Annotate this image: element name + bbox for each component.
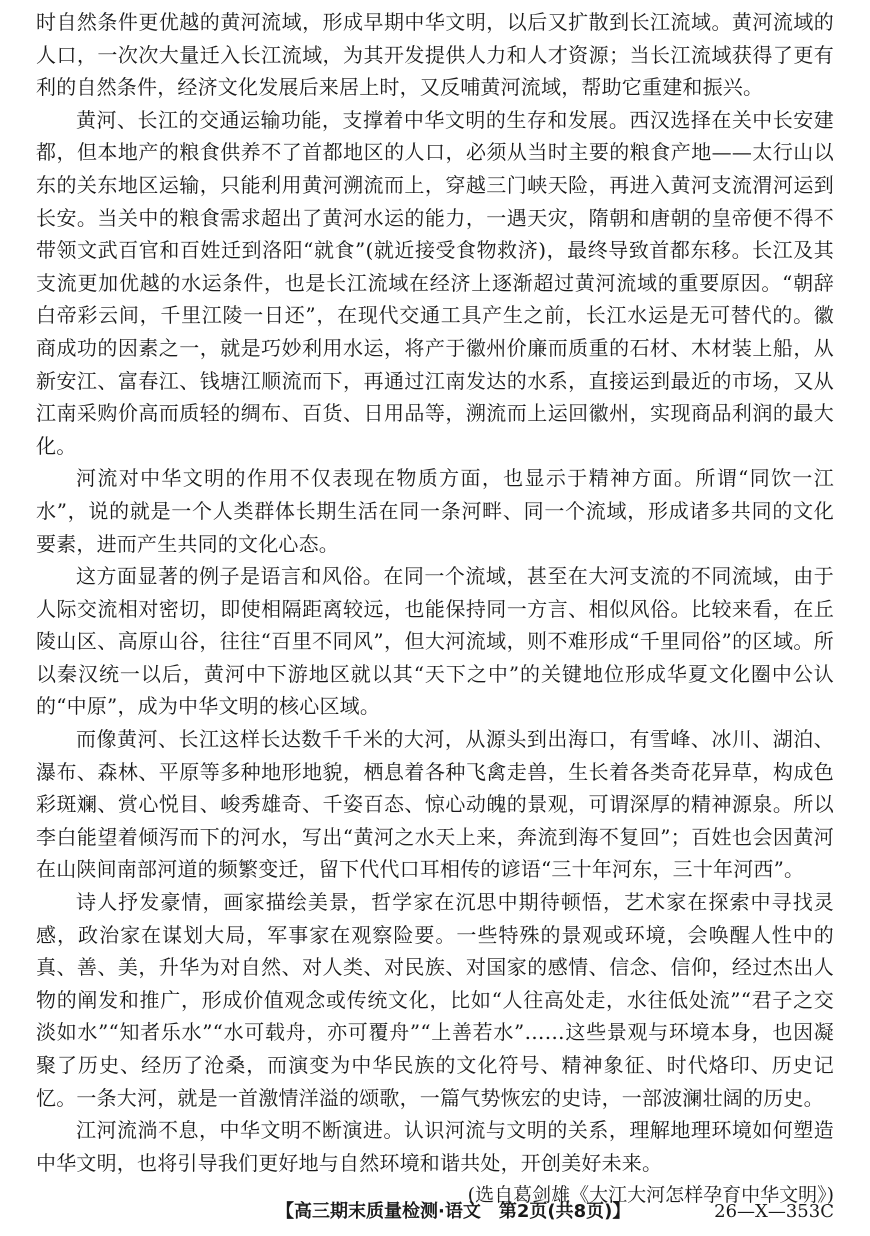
paragraph-conclusion: 江河流淌不息，中华文明不断演进。认识河流与文明的关系，理解地理环境如何塑造中华文明，也将引导我们更好地与自然环境和谐共处，开创美好未来。 (36, 1118, 834, 1175)
paragraph-continued: 时自然条件更优越的黄河流域，形成早期中华文明，以后又扩散到长江流域。黄河流域的人口，一次次大量迁入长江流域，为其开发提供人力和人才资源；当长江流域获得了更有利的自然条件，经济文化发展后来居上时，又反哺黄河流域，帮助它重建和振兴。 (36, 10, 834, 100)
paragraph-landscape: 而像黄河、长江这样长达数千千米的大河，从源头到出海口，有雪峰、冰川、湖泊、瀑布、森林、平原等多种地形地貌，栖息着各种飞禽走兽，生长着各类奇花异草，构成色彩斑斓、赏心悦目、峻秀雄奇、千姿百态、惊心动魄的景观，可谓深厚的精神源泉。所以李白能望着倾泻而下的河水，写出“黄河之水天上来，奔流到海不复回”；百姓也会因黄河在山陕间南部河道的频繁变迁，留下代代口耳相传的谚语“三十年河东，三十年河西”。 (36, 727, 834, 882)
paragraph-spiritual: 河流对中华文明的作用不仅表现在物质方面，也显示于精神方面。所谓“同饮一江水”，说的就是一个人类群体长期生活在同一条河畔、同一个流域，形成诸多共同的文化要素，进而产生共同的文化心态。 (36, 466, 834, 556)
paragraph-transport: 黄河、长江的交通运输功能，支撑着中华文明的生存和发展。西汉选择在关中长安建都，但本地产的粮食供养不了首都地区的人口，必须从当时主要的粮食产地——太行山以东的关东地区运输，只能利用黄河溯流而上，穿越三门峡天险，再进入黄河支流渭河运到长安。当关中的粮食需求超出了黄河水运的能力，一遇天灾，隋朝和唐朝的皇帝便不得不带领文武百官和百姓迁到洛阳“就食”(就近接受食物救济)，最终导致首都东移。长江及其支流更加优越的水运条件，也是长江流域在经济上逐渐超过黄河流域的重要原因。“朝辞白帝彩云间，千里江陵一日还”，在现代交通工具产生之前，长江水运是无可替代的。徽商成功的因素之一，就是巧妙利用水运，将产于徽州价廉而质重的石材、木材装上船，从新安江、富春江、钱塘江顺流而下，再通过江南发达的水系，直接运到最近的市场，又从江南采购价高而质轻的绸布、百货、日用品等，溯流而上运回徽州，实现商品利润的最大化。 (36, 107, 834, 458)
paragraph-culture-symbols: 诗人抒发豪情，画家描绘美景，哲学家在沉思中期待顿悟，艺术家在探索中寻找灵感，政治家在谋划大局，军事家在观察险要。一些特殊的景观或环境，会唤醒人性中的真、善、美，升华为对自然、对人类、对民族、对国家的感情、信念、信仰，经过杰出人物的阐发和推广，形成价值观念或传统文化，比如“人往高处走，水往低处流”“君子之交淡如水”“知者乐水”“水可载舟，亦可覆舟”“上善若水”……这些景观与环境本身，也因凝聚了历史、经历了沧桑，而演变为中华民族的文化符号、精神象征、时代烙印、历史记忆。一条大河，就是一首激情洋溢的颂歌，一篇气势恢宏的史诗，一部波澜壮阔的历史。 (36, 890, 834, 1110)
footer-exam-code: 26—X—353C (714, 1201, 834, 1222)
page-footer (0, 1195, 870, 1229)
paragraph-language-customs: 这方面显著的例子是语言和风俗。在同一个流域，甚至在大河支流的不同流域，由于人际交流相对密切，即使相隔距离较远，也能保持同一方言、相似风俗。比较来看，在丘陵山区、高原山谷，往往“百里不同风”，但大河流域，则不难形成“千里同俗”的区域。所以秦汉统一以后，黄河中下游地区就以其“天下之中”的关键地位形成华夏文化圈中公认的“中原”，成为中华文明的核心区域。 (36, 564, 834, 719)
footer-exam-title: 【高三期末质量检测·语文 第2页(共8页)】 (276, 1201, 631, 1222)
article-body (36, 6, 834, 1211)
article-source: (选自葛剑雄《大江大河怎样孕育中华文明》) (467, 1184, 834, 1207)
